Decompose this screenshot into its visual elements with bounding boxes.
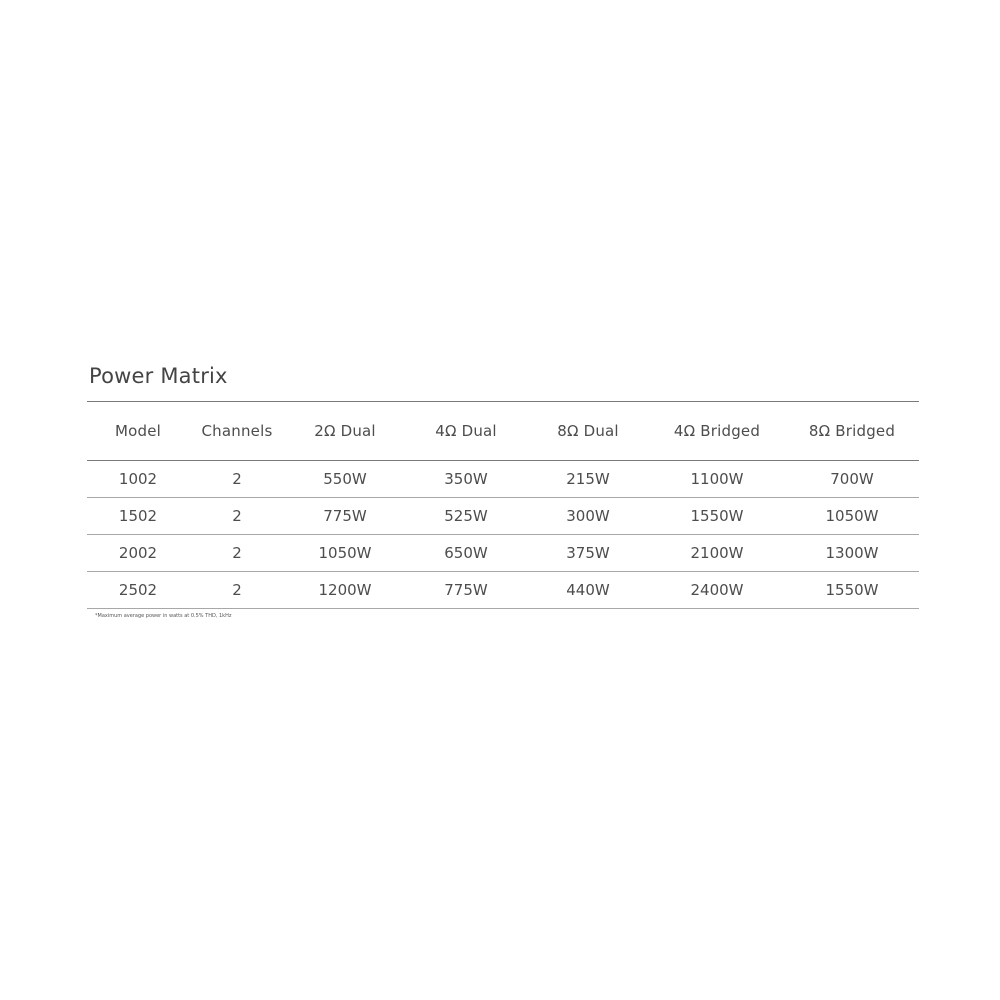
table-cell: 350W [444,470,488,488]
table-cell: 1502 [118,507,158,525]
table-cell: 2502 [118,581,158,599]
table-cell: 2 [232,470,242,488]
table-cell: 775W [444,581,488,599]
table-cell: 525W [444,507,488,525]
table-cell: 1002 [118,470,158,488]
table-row [87,498,919,535]
table-cell: 1100W [690,470,744,488]
table-cell: 215W [566,470,610,488]
page-title: Power Matrix [89,364,228,388]
table-cell: 2 [232,544,242,562]
table-cell: 2 [232,507,242,525]
table-cell: 1300W [825,544,879,562]
table-cell: 650W [444,544,488,562]
table-cell: 2100W [690,544,744,562]
column-header-8ohm-dual: 8Ω Dual [557,422,619,440]
table-cell: 1550W [690,507,744,525]
table-cell: 550W [323,470,367,488]
table-cell: 375W [566,544,610,562]
table-cell: 1200W [318,581,372,599]
table-row [87,461,919,498]
column-header-8ohm-bridged: 8Ω Bridged [808,422,896,440]
table-cell: 2002 [118,544,158,562]
column-header-model: Model [114,422,162,440]
table-cell: 1050W [825,507,879,525]
table-cell: 2400W [690,581,744,599]
column-header-2ohm-dual: 2Ω Dual [314,422,376,440]
table-cell: 775W [323,507,367,525]
column-header-4ohm-dual: 4Ω Dual [435,422,497,440]
table-cell: 2 [232,581,242,599]
table-cell: 1050W [318,544,372,562]
table-cell: 300W [566,507,610,525]
column-header-channels: Channels [201,422,273,440]
power-matrix-table [87,401,919,609]
footnote: *Maximum average power in watts at 0.5% THD, 1kHz [95,613,232,619]
table-row [87,535,919,572]
table-row [87,572,919,609]
table-cell: 440W [566,581,610,599]
table-cell: 1550W [825,581,879,599]
table-cell: 700W [830,470,874,488]
column-header-4ohm-bridged: 4Ω Bridged [673,422,761,440]
power-matrix-section [87,364,919,619]
table-header-row [87,402,919,461]
